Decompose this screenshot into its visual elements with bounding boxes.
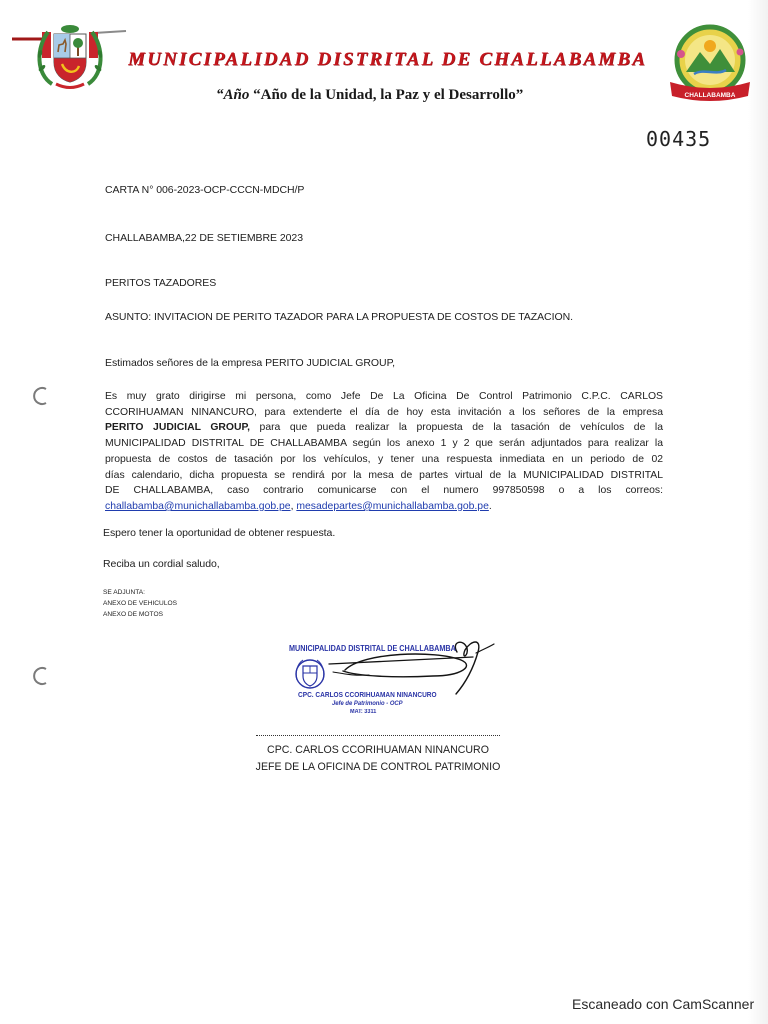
stamp-seal-icon xyxy=(296,660,324,688)
body-line-emails xyxy=(105,499,663,515)
body-line-text: para que pueda realizar la propuesta de la tasación de vehículos de la xyxy=(249,422,663,434)
document-number: 00435 xyxy=(646,127,712,151)
camscanner-watermark: Escaneado con CamScanner xyxy=(572,996,755,1012)
challabamba-emblem xyxy=(660,24,760,104)
stamp-registration: MAT: 3311 xyxy=(350,709,377,715)
signatory-title: JEFE DE LA OFICINA DE CONTROL PATRIMONIO xyxy=(255,761,501,773)
attachments-list xyxy=(103,587,177,620)
signatory-name: CPC. CARLOS CCORIHUAMAN NINANCURO xyxy=(267,744,489,756)
attachment-item: ANEXO DE VEHICULOS xyxy=(103,600,178,607)
body-line xyxy=(105,420,663,436)
body-line: Es muy grato dirigirse mi persona, como Jefe De La Oficina De Control Patrimonio C.P.C. CARLOS xyxy=(105,391,663,402)
letter-reference: CARTA N° 006-2023-OCP-CCCN-MDCH/P xyxy=(105,184,305,196)
peru-coat-of-arms-emblem xyxy=(8,18,133,98)
attachment-item: ANEXO DE MOTOS xyxy=(103,611,163,618)
body-line: propuesta de costos de tasación por los vehículos, y tener una respuesta inmediata en un periodo de 02 xyxy=(105,453,663,465)
motto-text: “Año de la Unidad, la Paz y el Desarrollo” xyxy=(253,87,524,103)
stamp-role: Jefe de Patrimonio - OCP xyxy=(332,700,403,707)
farewell-line: Reciba un cordial saludo, xyxy=(103,558,220,570)
closing-line: Espero tener la oportunidad de obtener respuesta. xyxy=(103,527,336,539)
attachments-title: SE ADJUNTA: xyxy=(103,589,146,596)
emblem-banner-label: CHALLABAMBA xyxy=(684,92,736,99)
letter-recipient: PERITOS TAZADORES xyxy=(105,277,217,289)
letter-greeting: Estimados señores de la empresa PERITO JUDICIAL GROUP, xyxy=(105,357,396,369)
body-line: DE CHALLABAMBA, caso contrario comunicarse con el numero 997850598 o a los correos: xyxy=(105,485,663,497)
letter-body xyxy=(105,389,663,515)
motto-prefix: “Año xyxy=(216,87,250,103)
email-link-mesadepartes[interactable]: mesadepartes@munichallabamba.gob.pe xyxy=(296,500,489,512)
binder-hole-mark xyxy=(28,664,52,688)
letter-subject: ASUNTO: INVITACION DE PERITO TAZADOR PARA LA PROPUESTA DE COSTOS DE TAZACION. xyxy=(105,311,573,323)
binder-hole-mark xyxy=(28,384,52,408)
body-line: días calendario, dicha propuesta se rendirá por la mesa de partes virtual de la MUNICIPALIDAD DISTRITAL xyxy=(105,469,663,481)
body-line: CCORIHUAMAN NINANCURO, para extenderte el día de hoy esta invitación a los señores de la empresa xyxy=(105,406,663,418)
stamp-name: CPC. CARLOS CCORIHUAMAN NINANCURO xyxy=(298,690,437,699)
email-link-challabamba[interactable]: challabamba@munichallabamba.gob.pe xyxy=(105,500,291,512)
stamp-title: MUNICIPALIDAD DISTRITAL DE CHALLABAMBA xyxy=(289,643,456,653)
year-motto xyxy=(216,87,523,104)
body-line: MUNICIPALIDAD DISTRITAL DE CHALLABAMBA según los anexo 1 y 2 que serán adjuntados para realizar la xyxy=(105,438,663,450)
letter-date: CHALLABAMBA,22 DE SETIEMBRE 2023 xyxy=(105,232,303,244)
municipality-header-title: MUNICIPALIDAD DISTRITAL DE CHALLABAMBA xyxy=(128,49,648,70)
email-end: . xyxy=(488,500,492,512)
email-separator: , xyxy=(290,500,297,512)
signature-line xyxy=(256,735,500,736)
company-name-bold: PERITO JUDICIAL GROUP, xyxy=(105,422,250,434)
